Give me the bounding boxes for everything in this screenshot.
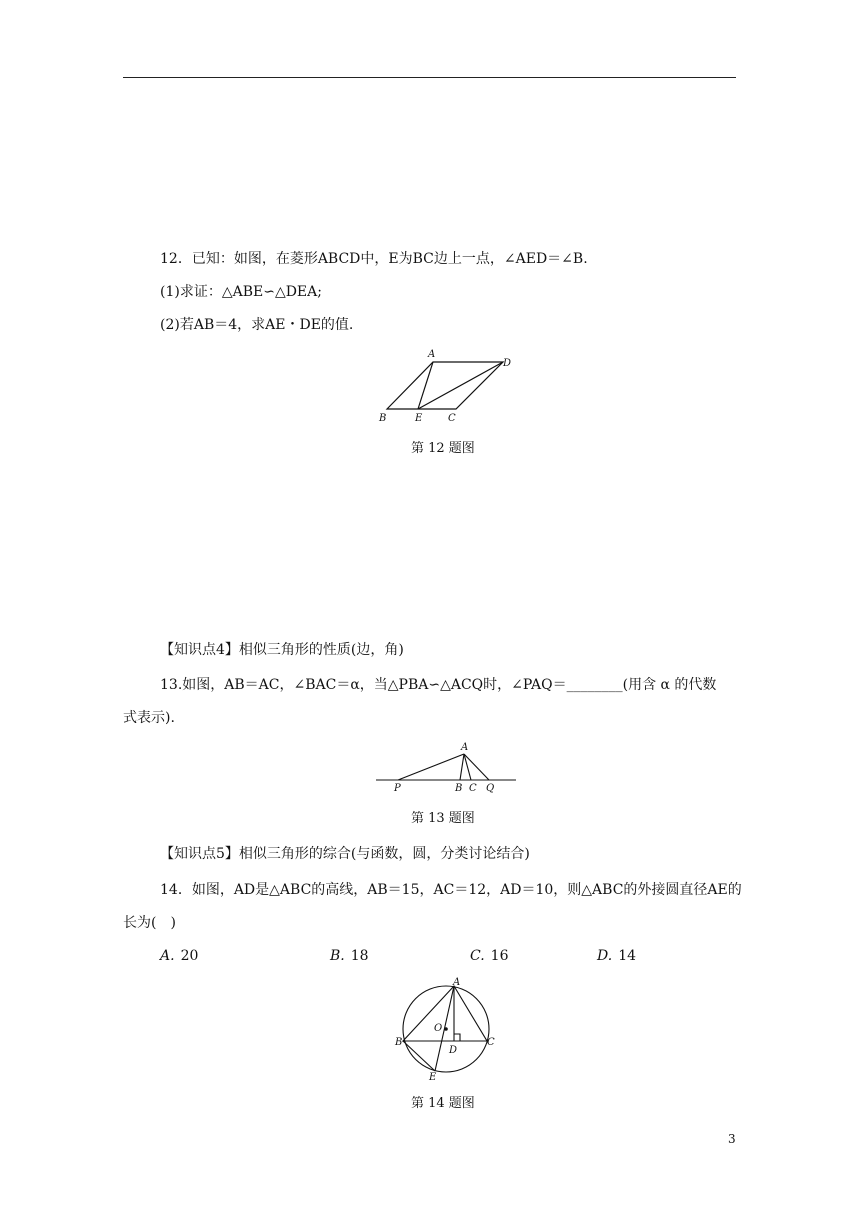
q13-label-q: Q <box>486 783 495 794</box>
q14-label-o: O <box>434 1023 443 1034</box>
q12-part2: (2)若AB＝4，求AE・DE的值. <box>160 317 354 333</box>
q14-stem-line1: 14．如图，AD是△ABC的高线，AB＝15，AC＝12，AD＝10，则△ABC的外接圆直径AE的 <box>160 882 742 898</box>
q13-stem-line1: 13.如图，AB＝AC，∠BAC＝α，当△PBA∽△ACQ时，∠PAQ＝________(用含 α 的代数 <box>160 677 717 693</box>
q14-label-b: B <box>395 1037 403 1048</box>
q14-caption: 第 14 题图 <box>411 1096 475 1111</box>
rhombus-abcd <box>387 362 503 409</box>
page-number: 3 <box>728 1132 736 1146</box>
right-angle-mark <box>454 1034 460 1041</box>
option-value: 20 <box>180 948 199 964</box>
segment-pa <box>398 754 464 780</box>
q12-label-d: D <box>503 358 512 369</box>
q12-caption: 第 12 题图 <box>411 441 475 456</box>
header-rule <box>123 77 736 78</box>
q13-figure <box>370 738 520 796</box>
option-value: 14 <box>618 948 637 964</box>
segment-be <box>403 1041 435 1071</box>
q14-option-d[interactable] <box>597 946 636 966</box>
q13-label-a: A <box>461 742 469 753</box>
q14-stem-line2: 长为( ) <box>123 915 176 931</box>
option-letter: C. <box>470 948 485 964</box>
q12-label-c: C <box>448 413 456 424</box>
q14-label-c: C <box>487 1037 495 1048</box>
q12-figure <box>370 344 520 426</box>
option-letter: B. <box>330 948 345 964</box>
q13-stem-line2: 式表示). <box>123 710 175 726</box>
center-point-o <box>444 1027 448 1031</box>
q14-label-d: D <box>449 1045 458 1056</box>
q14-option-a[interactable] <box>160 946 198 966</box>
q13-label-p: P <box>394 783 401 794</box>
option-letter: D. <box>597 948 613 964</box>
section5-heading: 【知识点5】相似三角形的综合(与函数，圆，分类讨论结合) <box>160 846 530 862</box>
q13-caption: 第 13 题图 <box>411 811 475 826</box>
segment-ab <box>460 754 464 780</box>
q12-part1: (1)求证：△ABE∽△DEA; <box>160 284 322 300</box>
option-letter: A. <box>160 948 175 964</box>
q14-option-b[interactable] <box>330 946 369 966</box>
q14-option-c[interactable] <box>470 946 509 966</box>
q12-label-a: A <box>428 349 436 360</box>
option-value: 16 <box>490 948 509 964</box>
option-value: 18 <box>350 948 369 964</box>
section4-heading: 【知识点4】相似三角形的性质(边，角) <box>160 642 404 658</box>
q13-label-b: B <box>455 783 463 794</box>
triangle-abc <box>403 986 487 1041</box>
q12-stem: 12．已知：如图，在菱形ABCD中，E为BC边上一点，∠AED＝∠B. <box>160 251 588 267</box>
q12-label-e: E <box>415 413 423 424</box>
q13-label-c: C <box>469 783 477 794</box>
q14-label-e: E <box>429 1072 437 1083</box>
q14-label-a: A <box>453 977 461 988</box>
q14-figure <box>390 974 500 1086</box>
q12-label-b: B <box>379 413 387 424</box>
